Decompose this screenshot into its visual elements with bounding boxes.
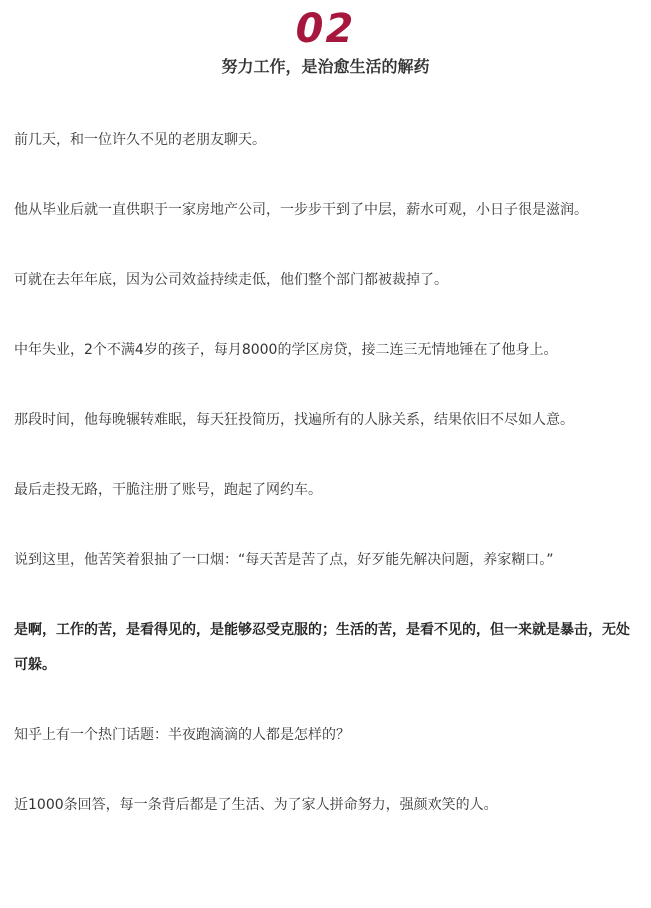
paragraph: 最后走投无路，干脆注册了账号，跑起了网约车。 xyxy=(14,482,322,498)
paragraph: 前几天，和一位许久不见的老朋友聊天。 xyxy=(14,132,266,148)
paragraph: 中年失业，2个不满4岁的孩子，每月8000的学区房贷，接二连三无情地锤在了他身上。 xyxy=(14,342,558,358)
paragraph: 知乎上有一个热门话题：半夜跑滴滴的人都是怎样的？ xyxy=(14,727,350,743)
paragraph: 那段时间，他每晚辗转难眠，每天狂投简历，找遍所有的人脉关系，结果依旧不尽如人意。 xyxy=(14,412,574,428)
section-title: 努力工作，是治愈生活的解药 xyxy=(221,57,430,76)
article-body xyxy=(14,123,637,823)
paragraph: 可就在去年年底，因为公司效益持续走低，他们整个部门都被裁掉了。 xyxy=(14,272,448,288)
paragraph: 说到这里，他苦笑着狠抽了一口烟：“每天苦是苦了点，好歹能先解决问题，养家糊口。” xyxy=(14,552,554,568)
paragraph: 他从毕业后就一直供职于一家房地产公司，一步步干到了中层，薪水可观，小日子很是滋润。 xyxy=(14,202,588,218)
section-number: 02 xyxy=(295,6,356,52)
paragraph: 近1000条回答，每一条背后都是了生活、为了家人拼命努力，强颜欢笑的人。 xyxy=(14,797,498,813)
emphasis-paragraph: 是啊，工作的苦，是看得见的，是能够忍受克服的；生活的苦，是看不见的，但一来就是暴击，无处可躲。 xyxy=(14,622,630,673)
